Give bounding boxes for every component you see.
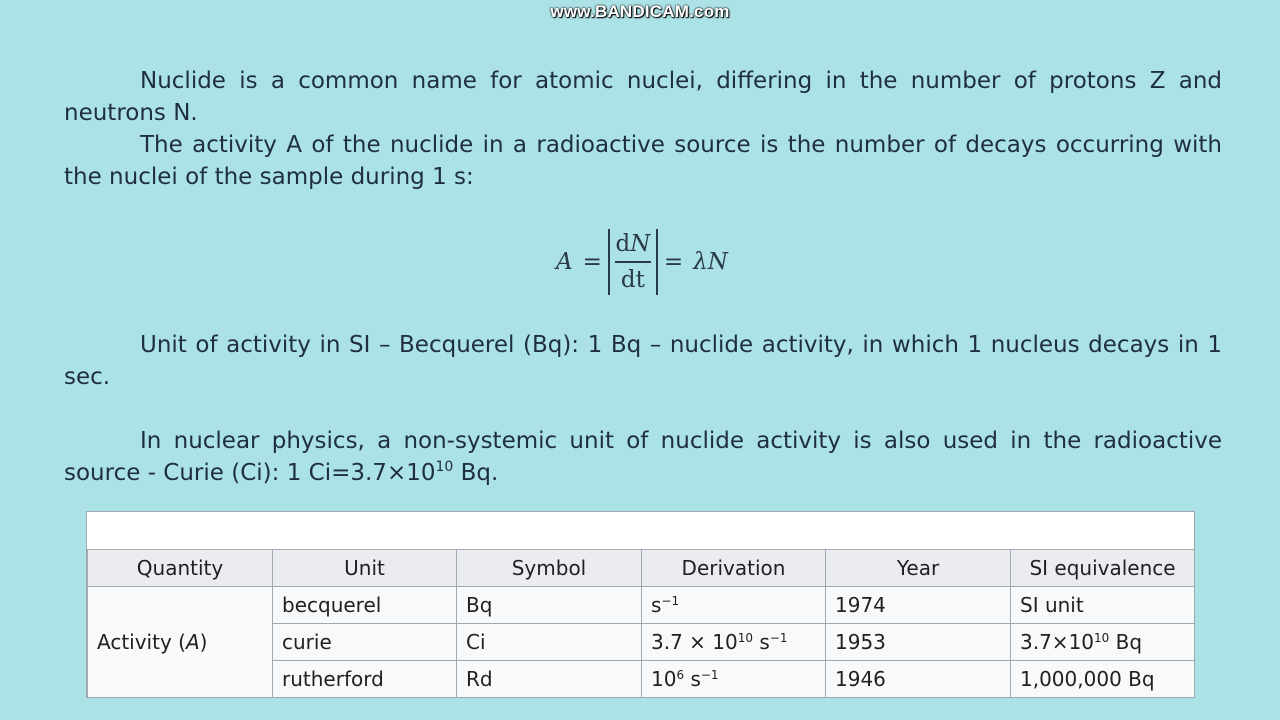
paragraph-text: Unit of activity in SI – Becquerel (Bq): 1 Bq – nuclide activity, in which 1 nucleus decays in 1 sec. bbox=[64, 332, 1222, 390]
formula-rhs: λN bbox=[693, 249, 728, 275]
paragraph-text: Nuclide is a common name for atomic nuclei, differing in the number of protons Z and neutrons N. bbox=[64, 68, 1222, 126]
symbol-cell: Bq bbox=[457, 587, 642, 624]
units-table-container bbox=[86, 511, 1195, 698]
paragraph-nuclide-definition bbox=[64, 65, 1222, 129]
activity-formula bbox=[556, 228, 728, 296]
symbol-cell: Rd bbox=[457, 661, 642, 698]
table-header-row bbox=[88, 550, 1195, 587]
paragraph-text: Bq. bbox=[453, 460, 499, 486]
header-symbol: Symbol bbox=[457, 550, 642, 587]
formula-absolute-fraction bbox=[608, 229, 658, 295]
paragraph-text: The activity A of the nuclide in a radioactive source is the number of decays occurring with the nuclei of the sample during 1 s: bbox=[64, 132, 1222, 190]
header-quantity: Quantity bbox=[88, 550, 273, 587]
paragraph-si-unit bbox=[64, 329, 1222, 393]
paragraph-curie bbox=[64, 425, 1222, 489]
formula-numerator: dN bbox=[615, 231, 651, 258]
header-year: Year bbox=[826, 550, 1011, 587]
bandicam-watermark: www.BANDICAM.com bbox=[550, 2, 730, 21]
formula-equals: = bbox=[663, 249, 684, 275]
si-equivalence-cell: $3.7\times 10^{10}$ Bq bbox=[1011, 624, 1195, 661]
table-row bbox=[88, 587, 1195, 624]
formula-lhs: A bbox=[556, 249, 573, 275]
derivation-cell: $10^6$ $s^{-1}$ bbox=[642, 661, 826, 698]
symbol-cell: Ci bbox=[457, 624, 642, 661]
unit-cell: becquerel bbox=[273, 587, 457, 624]
exponent: 10 bbox=[435, 459, 454, 475]
activity-units-table bbox=[87, 549, 1195, 698]
paragraph-text: In nuclear physics, a non-systemic unit of nuclide activity is also used in the radioactive source - Curie (Ci): 1 Ci=3.7×10 bbox=[64, 428, 1222, 486]
si-equivalence-cell: SI unit bbox=[1011, 587, 1195, 624]
formula-equals: = bbox=[582, 249, 602, 275]
year-cell: 1946 bbox=[826, 661, 1011, 698]
quantity-cell: Activity (A) bbox=[88, 587, 273, 698]
year-cell: 1953 bbox=[826, 624, 1011, 661]
derivation-cell: $3.7 \times 10^{10}$ $s^{-1}$ bbox=[642, 624, 826, 661]
header-si-equivalence: SI equivalence bbox=[1011, 550, 1195, 587]
formula-denominator: dt bbox=[620, 266, 645, 293]
header-derivation: Derivation bbox=[642, 550, 826, 587]
derivation-cell: $s^{-1}$ bbox=[642, 587, 826, 624]
si-equivalence-cell: 1,000,000 Bq bbox=[1011, 661, 1195, 698]
fraction-bar bbox=[615, 261, 651, 263]
unit-cell: rutherford bbox=[273, 661, 457, 698]
year-cell: 1974 bbox=[826, 587, 1011, 624]
header-unit: Unit bbox=[273, 550, 457, 587]
unit-cell: curie bbox=[273, 624, 457, 661]
paragraph-activity-definition bbox=[64, 129, 1222, 193]
